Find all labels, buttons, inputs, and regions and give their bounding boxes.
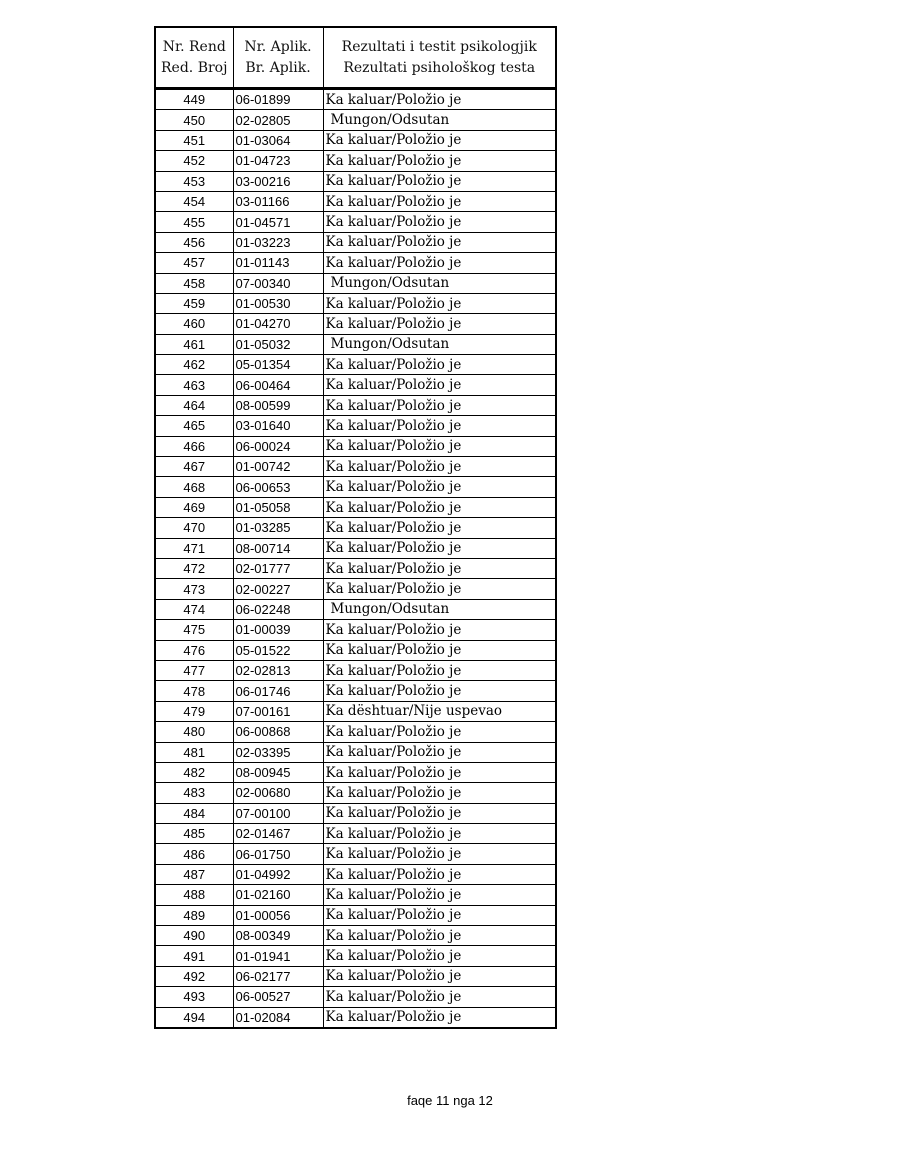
rend-number-cell: 459 (155, 293, 233, 313)
application-number-cell: 02-00680 (233, 783, 323, 803)
table-row (155, 681, 556, 701)
application-number-cell: 01-05032 (233, 334, 323, 354)
application-number-cell: 01-04571 (233, 212, 323, 232)
table-row (155, 375, 556, 395)
rend-number-cell: 465 (155, 416, 233, 436)
rend-number-cell: 453 (155, 171, 233, 191)
rend-number-cell: 472 (155, 558, 233, 578)
table-row (155, 436, 556, 456)
test-result-cell: Ka kaluar/Položio je (323, 497, 556, 517)
test-result-cell: Ka kaluar/Položio je (323, 538, 556, 558)
test-result-cell: Ka kaluar/Položio je (323, 926, 556, 946)
test-result-cell: Ka kaluar/Položio je (323, 171, 556, 191)
header-result (323, 27, 556, 89)
header-aplik (233, 27, 323, 89)
table-row (155, 722, 556, 742)
table-row (155, 660, 556, 680)
application-number-cell: 06-00868 (233, 722, 323, 742)
rend-number-cell: 452 (155, 151, 233, 171)
test-result-cell: Ka kaluar/Položio je (323, 681, 556, 701)
test-result-cell: Ka dështuar/Nije uspevao (323, 701, 556, 721)
application-number-cell: 01-04270 (233, 314, 323, 334)
test-result-cell: Ka kaluar/Položio je (323, 151, 556, 171)
table-row (155, 905, 556, 925)
application-number-cell: 06-01899 (233, 89, 323, 110)
rend-number-cell: 486 (155, 844, 233, 864)
application-number-cell: 06-00464 (233, 375, 323, 395)
header-rend (155, 27, 233, 89)
table-row (155, 620, 556, 640)
application-number-cell: 03-01166 (233, 191, 323, 211)
test-result-cell: Ka kaluar/Položio je (323, 803, 556, 823)
test-result-cell: Ka kaluar/Položio je (323, 864, 556, 884)
rend-number-cell: 462 (155, 355, 233, 375)
application-number-cell: 01-02160 (233, 885, 323, 905)
test-result-cell: Ka kaluar/Položio je (323, 395, 556, 415)
table-row (155, 518, 556, 538)
application-number-cell: 02-01467 (233, 824, 323, 844)
test-result-cell: Ka kaluar/Položio je (323, 783, 556, 803)
header-rend-line1: Nr. Rend (162, 38, 226, 55)
application-number-cell: 06-00527 (233, 987, 323, 1007)
test-result-cell: Ka kaluar/Položio je (323, 966, 556, 986)
rend-number-cell: 493 (155, 987, 233, 1007)
rend-number-cell: 474 (155, 599, 233, 619)
test-result-cell: Ka kaluar/Položio je (323, 518, 556, 538)
table-row (155, 579, 556, 599)
results-table (154, 26, 557, 1029)
application-number-cell: 05-01354 (233, 355, 323, 375)
rend-number-cell: 456 (155, 232, 233, 252)
rend-number-cell: 455 (155, 212, 233, 232)
rend-number-cell: 466 (155, 436, 233, 456)
table-row (155, 314, 556, 334)
rend-number-cell: 483 (155, 783, 233, 803)
test-result-cell: Mungon/Odsutan (323, 599, 556, 619)
rend-number-cell: 479 (155, 701, 233, 721)
test-result-cell: Ka kaluar/Položio je (323, 844, 556, 864)
rend-number-cell: 458 (155, 273, 233, 293)
test-result-cell: Mungon/Odsutan (323, 334, 556, 354)
application-number-cell: 02-02813 (233, 660, 323, 680)
application-number-cell: 01-00039 (233, 620, 323, 640)
table-row (155, 497, 556, 517)
header-rend-line2: Red. Broj (161, 59, 228, 76)
application-number-cell: 01-05058 (233, 497, 323, 517)
table-row (155, 457, 556, 477)
application-number-cell: 01-01143 (233, 253, 323, 273)
application-number-cell: 02-00227 (233, 579, 323, 599)
application-number-cell: 01-02084 (233, 1007, 323, 1028)
table-row (155, 89, 556, 110)
rend-number-cell: 477 (155, 660, 233, 680)
table-row (155, 416, 556, 436)
application-number-cell: 01-04992 (233, 864, 323, 884)
test-result-cell: Ka kaluar/Položio je (323, 416, 556, 436)
application-number-cell: 06-00653 (233, 477, 323, 497)
application-number-cell: 02-01777 (233, 558, 323, 578)
test-result-cell: Ka kaluar/Položio je (323, 130, 556, 150)
table-row (155, 538, 556, 558)
test-result-cell: Ka kaluar/Položio je (323, 722, 556, 742)
rend-number-cell: 488 (155, 885, 233, 905)
table-row (155, 334, 556, 354)
rend-number-cell: 450 (155, 110, 233, 130)
application-number-cell: 08-00349 (233, 926, 323, 946)
rend-number-cell: 464 (155, 395, 233, 415)
test-result-cell: Ka kaluar/Položio je (323, 191, 556, 211)
rend-number-cell: 451 (155, 130, 233, 150)
table-row (155, 966, 556, 986)
table-row (155, 1007, 556, 1028)
table-row (155, 762, 556, 782)
test-result-cell: Ka kaluar/Položio je (323, 457, 556, 477)
table-row (155, 844, 556, 864)
test-result-cell: Ka kaluar/Položio je (323, 355, 556, 375)
test-result-cell: Ka kaluar/Položio je (323, 314, 556, 334)
test-result-cell: Ka kaluar/Položio je (323, 293, 556, 313)
table-row (155, 151, 556, 171)
test-result-cell: Ka kaluar/Položio je (323, 885, 556, 905)
table-row (155, 987, 556, 1007)
rend-number-cell: 457 (155, 253, 233, 273)
table-header (155, 27, 556, 89)
application-number-cell: 07-00100 (233, 803, 323, 823)
table-row (155, 191, 556, 211)
test-result-cell: Ka kaluar/Položio je (323, 212, 556, 232)
rend-number-cell: 475 (155, 620, 233, 640)
application-number-cell: 01-04723 (233, 151, 323, 171)
rend-number-cell: 489 (155, 905, 233, 925)
table-row (155, 110, 556, 130)
application-number-cell: 06-02177 (233, 966, 323, 986)
application-number-cell: 05-01522 (233, 640, 323, 660)
rend-number-cell: 490 (155, 926, 233, 946)
application-number-cell: 01-00056 (233, 905, 323, 925)
application-number-cell: 07-00340 (233, 273, 323, 293)
test-result-cell: Ka kaluar/Položio je (323, 946, 556, 966)
table-row (155, 171, 556, 191)
rend-number-cell: 468 (155, 477, 233, 497)
rend-number-cell: 454 (155, 191, 233, 211)
test-result-cell: Ka kaluar/Položio je (323, 824, 556, 844)
header-result-line2: Rezultati psihološkog testa (343, 59, 536, 76)
test-result-cell: Ka kaluar/Položio je (323, 477, 556, 497)
rend-number-cell: 470 (155, 518, 233, 538)
table-body (155, 89, 556, 1028)
rend-number-cell: 461 (155, 334, 233, 354)
rend-number-cell: 494 (155, 1007, 233, 1028)
test-result-cell: Ka kaluar/Položio je (323, 640, 556, 660)
application-number-cell: 02-03395 (233, 742, 323, 762)
test-result-cell: Ka kaluar/Položio je (323, 436, 556, 456)
rend-number-cell: 473 (155, 579, 233, 599)
page-number: faqe 11 nga 12 (407, 1093, 493, 1108)
application-number-cell: 08-00945 (233, 762, 323, 782)
application-number-cell: 06-02248 (233, 599, 323, 619)
rend-number-cell: 492 (155, 966, 233, 986)
table-row (155, 232, 556, 252)
test-result-cell: Ka kaluar/Položio je (323, 232, 556, 252)
test-result-cell: Ka kaluar/Položio je (323, 558, 556, 578)
application-number-cell: 08-00714 (233, 538, 323, 558)
table-row (155, 599, 556, 619)
rend-number-cell: 471 (155, 538, 233, 558)
rend-number-cell: 485 (155, 824, 233, 844)
application-number-cell: 01-03223 (233, 232, 323, 252)
table-row (155, 558, 556, 578)
test-result-cell: Ka kaluar/Položio je (323, 987, 556, 1007)
header-aplik-line1: Nr. Aplik. (244, 38, 312, 55)
test-result-cell: Ka kaluar/Položio je (323, 579, 556, 599)
rend-number-cell: 478 (155, 681, 233, 701)
application-number-cell: 06-01750 (233, 844, 323, 864)
table-row (155, 253, 556, 273)
test-result-cell: Ka kaluar/Položio je (323, 375, 556, 395)
table-row (155, 824, 556, 844)
header-row (155, 27, 556, 89)
test-result-cell: Ka kaluar/Položio je (323, 89, 556, 110)
application-number-cell: 01-00530 (233, 293, 323, 313)
application-number-cell: 06-01746 (233, 681, 323, 701)
test-result-cell: Ka kaluar/Položio je (323, 742, 556, 762)
table-row (155, 640, 556, 660)
application-number-cell: 02-02805 (233, 110, 323, 130)
table-row (155, 477, 556, 497)
application-number-cell: 01-03064 (233, 130, 323, 150)
rend-number-cell: 476 (155, 640, 233, 660)
table-row (155, 395, 556, 415)
table-row (155, 946, 556, 966)
table-row (155, 803, 556, 823)
application-number-cell: 01-03285 (233, 518, 323, 538)
rend-number-cell: 484 (155, 803, 233, 823)
rend-number-cell: 481 (155, 742, 233, 762)
test-result-cell: Ka kaluar/Položio je (323, 1007, 556, 1028)
test-result-cell: Ka kaluar/Položio je (323, 253, 556, 273)
application-number-cell: 03-00216 (233, 171, 323, 191)
header-result-line1: Rezultati i testit psikologjik (341, 38, 537, 55)
test-result-cell: Ka kaluar/Položio je (323, 762, 556, 782)
application-number-cell: 07-00161 (233, 701, 323, 721)
test-result-cell: Ka kaluar/Položio je (323, 660, 556, 680)
rend-number-cell: 469 (155, 497, 233, 517)
table-row (155, 885, 556, 905)
table-row (155, 742, 556, 762)
rend-number-cell: 487 (155, 864, 233, 884)
rend-number-cell: 482 (155, 762, 233, 782)
rend-number-cell: 449 (155, 89, 233, 110)
rend-number-cell: 491 (155, 946, 233, 966)
test-result-cell: Mungon/Odsutan (323, 273, 556, 293)
application-number-cell: 08-00599 (233, 395, 323, 415)
rend-number-cell: 463 (155, 375, 233, 395)
table-row (155, 212, 556, 232)
rend-number-cell: 460 (155, 314, 233, 334)
test-result-cell: Mungon/Odsutan (323, 110, 556, 130)
header-aplik-line2: Br. Aplik. (245, 59, 311, 76)
rend-number-cell: 467 (155, 457, 233, 477)
table-row (155, 130, 556, 150)
table-row (155, 926, 556, 946)
table-row (155, 864, 556, 884)
test-result-cell: Ka kaluar/Položio je (323, 905, 556, 925)
application-number-cell: 01-01941 (233, 946, 323, 966)
table-row (155, 701, 556, 721)
application-number-cell: 06-00024 (233, 436, 323, 456)
application-number-cell: 01-00742 (233, 457, 323, 477)
table-row (155, 783, 556, 803)
table-row (155, 355, 556, 375)
table-row (155, 293, 556, 313)
rend-number-cell: 480 (155, 722, 233, 742)
test-result-cell: Ka kaluar/Položio je (323, 620, 556, 640)
table-row (155, 273, 556, 293)
application-number-cell: 03-01640 (233, 416, 323, 436)
